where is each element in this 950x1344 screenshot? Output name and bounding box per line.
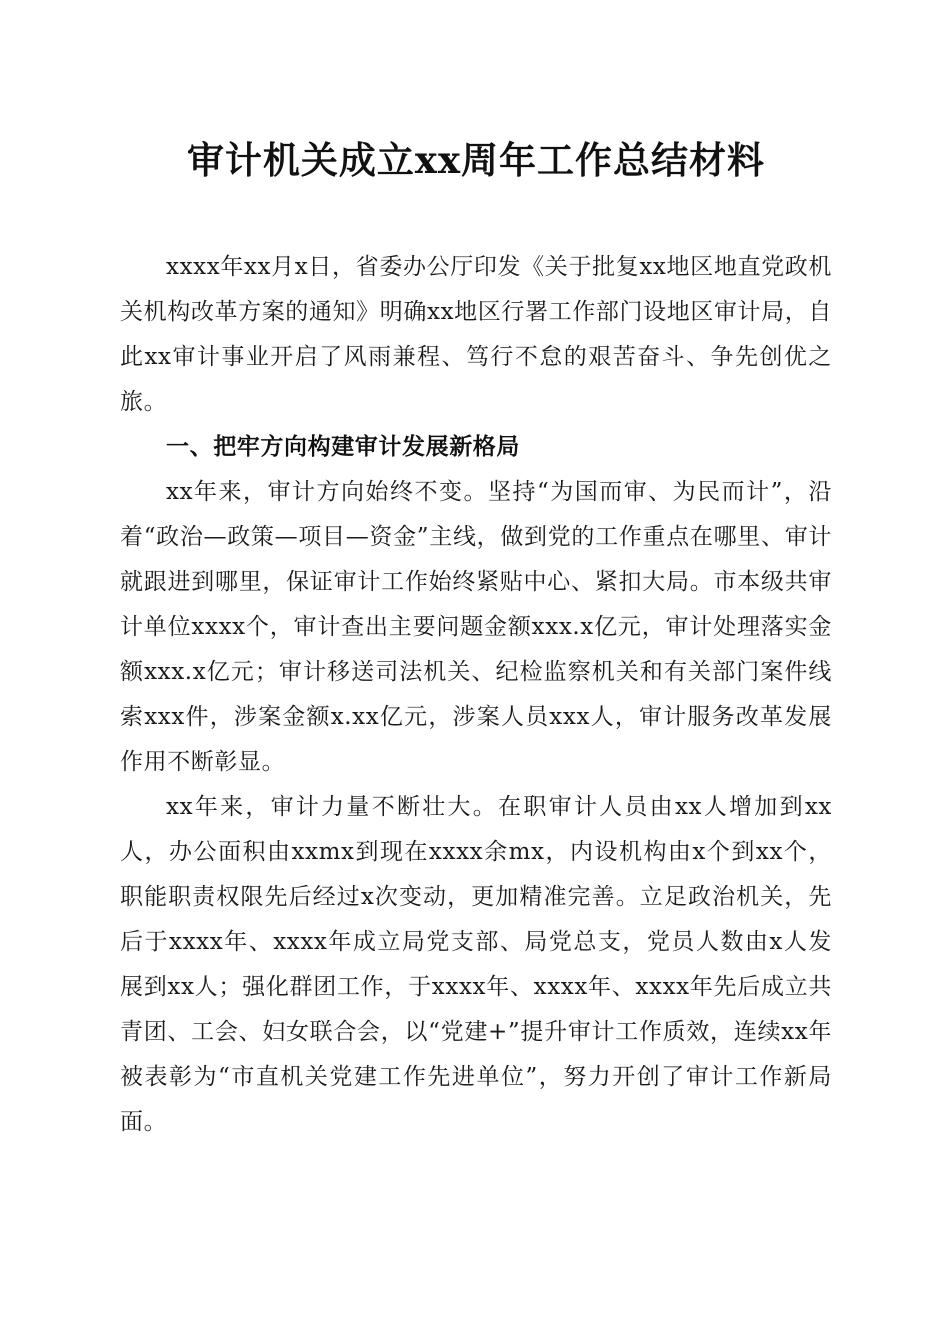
document-title: 审计机关成立xx周年工作总结材料 <box>186 138 766 182</box>
intro-paragraph: xxxx年xx月x日，省委办公厅印发《关于批复xx地区地直党政机关机构改革方案的通知》明确xx地区行署工作部门设地区审计局，自此xx审计事业开启了风雨兼程、笃行不怠的艰苦奋斗、争先创优之旅。 <box>120 254 832 415</box>
section1-paragraph-2: xx年来，审计力量不断壮大。在职审计人员由xx人增加到xx人，办公面积由xxmx到现在xxxx余mx，内设机构由x个到xx个，职能职责权限先后经过x次变动，更加精准完善。立足政治机关，先后于xxxx年、xxxx年成立局党支部、局党总支，党员人数由x人发展到xx人；强化群团工作，于xxxx年、xxxx年、xxxx年先后成立共青团、工会、妇女联合会，以“党建+”提升审计工作质效，连续xx年被表彰为“市直机关党建工作先进单位”，努力开创了审计工作新局面。 <box>120 794 832 1135</box>
section-heading-1: 一、把牢方向构建审计发展新格局 <box>166 434 520 460</box>
section1-paragraph-1: xx年来，审计方向始终不变。坚持“为国而审、为民而计”，沿着“政治—政策—项目—资金”主线，做到党的工作重点在哪里、审计就跟进到哪里，保证审计工作始终紧贴中心、紧扣大局。市本级共审计单位xxxx个，审计查出主要问题金额xxx.x亿元，审计处理落实金额xxx.x亿元；审计移送司法机关、纪检监察机关和有关部门案件线索xxx件，涉案金额x.xx亿元，涉案人员xxx人，审计服务改革发展作用不断彰显。 <box>120 479 832 775</box>
document-page <box>120 130 832 1145</box>
